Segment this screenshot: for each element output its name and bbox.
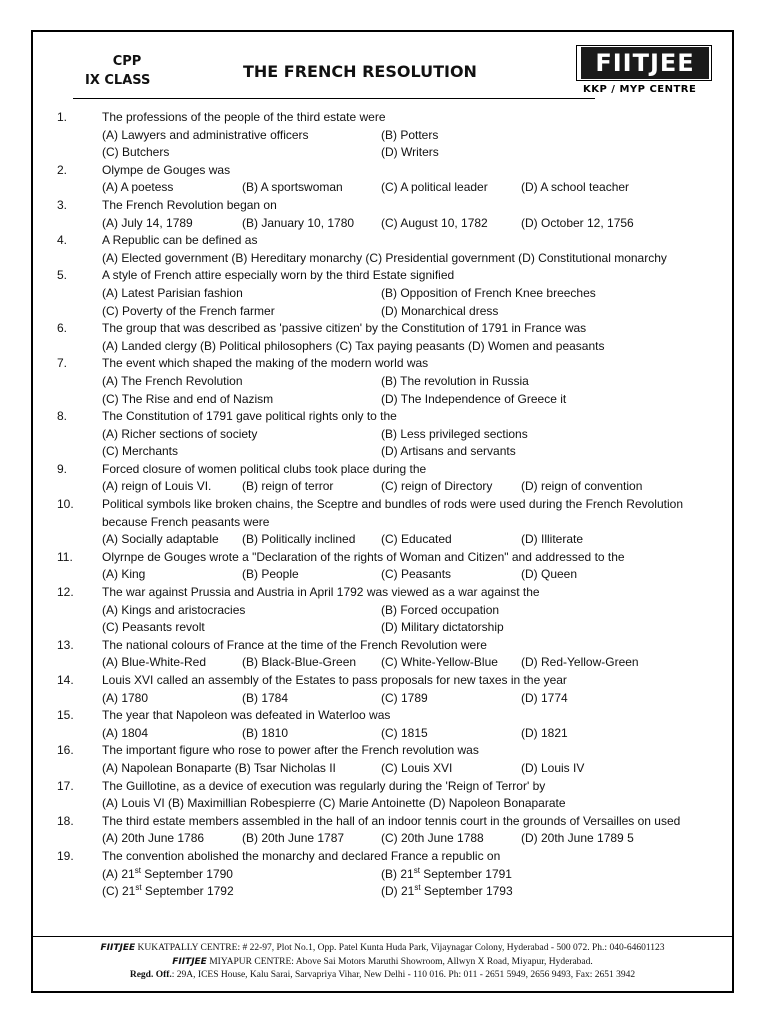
question-text: (A) Louis VI (B) Maximillian Robespierre (C) Marie Antoinette (D) Napoleon Bonaparate (102, 796, 566, 811)
question-number: 9. (57, 461, 68, 476)
question-number: 17. (57, 778, 74, 793)
answer-option: (C) Peasants (381, 567, 452, 582)
option-row (33, 602, 732, 620)
answer-option: (B) 1784 (242, 690, 289, 705)
question-item (33, 813, 732, 848)
answer-option: (D) Illiterate (521, 532, 584, 547)
question-text: (A) Landed clergy (B) Political philosophers (C) Tax paying peasants (D) Women and peasants (102, 338, 605, 353)
answer-option: (C) 20th June 1788 (381, 831, 484, 846)
answer-option: (D) reign of convention (521, 479, 643, 494)
option-row (33, 478, 732, 496)
question-item (33, 778, 732, 813)
answer-option: (D) 20th June 1789 5 (521, 831, 634, 846)
question-text: The professions of the people of the third estate were (102, 110, 386, 124)
answer-option: (D) A school teacher (521, 180, 630, 195)
option-row (33, 391, 732, 409)
question-text: The French Revolution began on (102, 197, 277, 212)
question-text: Olympe de Gouges was (102, 162, 231, 177)
answer-option: (A) Lawyers and administrative officers (102, 127, 309, 142)
question-text: Olyrnpe de Gouges wrote a "Declaration of the rights of Woman and Citizen" and addressed to the (102, 549, 625, 564)
question-number: 3. (57, 197, 68, 212)
question-text: The year that Napoleon was defeated in Waterloo was (102, 708, 391, 723)
answer-option: (A) 1804 (102, 725, 149, 740)
answer-option: (A) reign of Louis VI. (102, 479, 212, 494)
option-row (33, 215, 732, 233)
answer-option: (A) Richer sections of society (102, 426, 258, 441)
answer-option: (A) Blue-White-Red (102, 655, 207, 670)
question-item (33, 355, 732, 408)
page-title: THE FRENCH RESOLUTION (243, 62, 477, 81)
question-item (33, 637, 732, 672)
question-item (33, 162, 732, 197)
option-row (33, 303, 732, 321)
header-divider (73, 98, 595, 99)
logo-text: FIITJEE (581, 47, 709, 79)
question-text: The third estate members assembled in the hall of an indoor tennis court in the grounds of Versailles on used (102, 813, 681, 828)
answer-option: (B) A sportswoman (242, 180, 343, 195)
option-row (33, 531, 732, 549)
answer-option: (D) Military dictatorship (381, 620, 504, 635)
question-item (33, 707, 732, 742)
answer-option: (B) Forced occupation (381, 602, 500, 617)
question-text: The Constitution of 1791 gave political rights only to the (102, 409, 397, 424)
answer-option: (D) Red-Yellow-Green (521, 655, 639, 670)
answer-option: (A) 1780 (102, 690, 149, 705)
option-row (33, 760, 732, 778)
answer-option: (B) 20th June 1787 (242, 831, 345, 846)
question-number: 11. (57, 549, 73, 564)
answer-option: (B) Opposition of French Knee breeches (381, 285, 596, 300)
answer-option: (A) The French Revolution (102, 373, 243, 388)
option-row (33, 619, 732, 637)
option-row (33, 830, 732, 848)
answer-option: (D) 21st September 1793 (381, 883, 513, 899)
fiitjee-logo (576, 45, 712, 81)
question-number: 4. (57, 233, 68, 248)
question-text: A style of French attire especially worn by the third Estate signified (102, 268, 455, 283)
option-row (33, 144, 732, 162)
cpp-label: CPP (112, 54, 142, 69)
centre-label: KKP / MYP CENTRE (583, 84, 697, 95)
answer-option: (A) Socially adaptable (102, 532, 219, 547)
footer-brand-logo: FIITJEE (100, 943, 136, 953)
question-number: 2. (57, 162, 68, 177)
option-row (33, 373, 732, 391)
question-item (33, 848, 732, 901)
question-item (33, 584, 732, 637)
question-number: 5. (57, 268, 68, 283)
answer-option: (A) 21st September 1790 (102, 865, 233, 881)
footer-line-kukatpally: FIITJEE KUKATPALLY CENTRE: # 22-97, Plot No.1, Opp. Patel Kunta Huda Park, Vijaynagar Colony, Hyderabad - 500 072. Ph.: 040-64601123 (100, 943, 665, 953)
option-row (33, 443, 732, 461)
question-number: 13. (57, 637, 74, 652)
answer-option: (C) Louis XVI (381, 760, 453, 775)
question-text: The national colours of France at the time of the French Revolution were (102, 637, 487, 652)
question-number: 16. (57, 743, 74, 758)
question-number: 8. (57, 409, 68, 424)
answer-option: (D) Monarchical dress (381, 303, 499, 318)
answer-option: (B) People (242, 567, 299, 582)
footer-line-miyapur: FIITJEE MIYAPUR CENTRE: Above Sai Motors Maruthi Showroom, Allwyn X Road, Miyapur, Hyderabad. (172, 956, 593, 967)
question-item (33, 549, 732, 584)
answer-option: (C) 1815 (381, 725, 428, 740)
answer-option: (C) Poverty of the French farmer (102, 303, 275, 318)
option-row (33, 725, 732, 743)
answer-option: (D) Queen (521, 567, 578, 582)
question-number: 12. (57, 585, 74, 600)
question-text: Political symbols like broken chains, the Sceptre and bundles of rods were used during the French Revolution because French peasants were (102, 497, 683, 529)
answer-option: (A) Kings and aristocracies (102, 602, 246, 617)
question-text: The war against Prussia and Austria in April 1792 was viewed as a war against the (102, 585, 540, 600)
question-item (33, 461, 732, 496)
question-text: The important figure who rose to power after the French revolution was (102, 743, 479, 758)
question-text: (A) Elected government (B) Hereditary monarchy (C) Presidential government (D) Constitutional monarchy (102, 250, 667, 265)
answer-option: (A) Latest Parisian fashion (102, 285, 243, 300)
question-number: 15. (57, 708, 74, 723)
question-text: The Guillotine, as a device of execution was regularly during the 'Reign of Terror' by (102, 778, 546, 793)
answer-option: (B) January 10, 1780 (242, 215, 355, 230)
question-item (33, 672, 732, 707)
answer-option: (B) Potters (381, 127, 439, 142)
question-number: 19. (57, 848, 74, 863)
option-row (33, 127, 732, 145)
answer-option: (C) August 10, 1782 (381, 215, 488, 230)
answer-option: (B) reign of terror (242, 479, 334, 494)
question-item (33, 109, 732, 162)
footer (33, 936, 732, 983)
answer-option: (A) 20th June 1786 (102, 831, 205, 846)
answer-option: (B) Less privileged sections (381, 426, 528, 441)
question-text: Forced closure of women political clubs took place during the (102, 461, 427, 476)
answer-option: (C) Educated (381, 532, 452, 547)
answer-option: (C) Butchers (102, 145, 170, 160)
question-text: The group that was described as 'passive citizen' by the Constitution of 1791 in France was (102, 321, 587, 336)
answer-option: (A) Napolean Bonaparte (B) Tsar Nicholas II (102, 760, 336, 775)
option-row (33, 285, 732, 303)
answer-option: (B) Black-Blue-Green (242, 655, 357, 670)
question-text: Louis XVI called an assembly of the Estates to pass proposals for new taxes in the year (102, 673, 567, 687)
question-item (33, 197, 732, 232)
option-row (33, 654, 732, 672)
option-row (33, 866, 732, 884)
question-number: 6. (57, 321, 68, 336)
answer-option: (C) Merchants (102, 444, 179, 459)
answer-option: (B) The revolution in Russia (381, 373, 529, 388)
question-text: The convention abolished the monarchy and declared France a republic on (102, 848, 501, 863)
answer-option: (D) Writers (381, 145, 439, 160)
option-row (33, 566, 732, 584)
question-text: The event which shaped the making of the modern world was (102, 356, 429, 371)
question-number: 14. (57, 673, 74, 687)
question-item (33, 267, 732, 320)
question-item (33, 496, 732, 549)
answer-option: (D) 1774 (521, 690, 568, 705)
question-item (33, 408, 732, 461)
option-row (33, 883, 732, 901)
question-number: 7. (57, 356, 68, 371)
answer-option: (C) A political leader (381, 180, 488, 195)
question-number: 10. (57, 497, 74, 512)
answer-option: (D) October 12, 1756 (521, 215, 634, 230)
answer-option: (A) A poetess (102, 180, 174, 195)
question-number: 18. (57, 813, 74, 828)
answer-option: (B) Politically inclined (242, 532, 356, 547)
worksheet-page (31, 30, 734, 993)
question-item (33, 742, 732, 777)
answer-option: (D) The Independence of Greece it (381, 391, 567, 406)
question-number: 1. (57, 110, 68, 124)
class-label: IX CLASS (85, 73, 151, 88)
answer-option: (C) reign of Directory (381, 479, 493, 494)
answer-option: (B) 1810 (242, 725, 289, 740)
answer-option: (D) Louis IV (521, 760, 585, 775)
answer-option: (C) Peasants revolt (102, 620, 205, 635)
footer-brand-logo: FIITJEE (172, 956, 207, 967)
answer-option: (D) 1821 (521, 725, 568, 740)
footer-line-regd: Regd. Off.: 29A, ICES House, Kalu Sarai, Sarvapriya Vihar, New Delhi - 110 016. Ph: 011 - 2651 5949, 2656 9493, Fax: 2651 3942 (129, 970, 636, 980)
answer-option: (C) The Rise and end of Nazism (102, 391, 274, 406)
question-list (33, 109, 732, 901)
answer-option: (A) July 14, 1789 (102, 215, 193, 230)
answer-option: (B) 21st September 1791 (381, 865, 512, 881)
answer-option: (C) 21st September 1792 (102, 883, 234, 899)
option-row (33, 179, 732, 197)
option-row (33, 426, 732, 444)
answer-option: (C) White-Yellow-Blue (381, 655, 498, 670)
question-text: A Republic can be defined as (102, 233, 258, 248)
question-item (33, 320, 732, 355)
option-row (33, 690, 732, 708)
answer-option: (A) King (102, 567, 146, 582)
answer-option: (D) Artisans and servants (381, 444, 516, 459)
answer-option: (C) 1789 (381, 690, 428, 705)
question-item (33, 232, 732, 267)
